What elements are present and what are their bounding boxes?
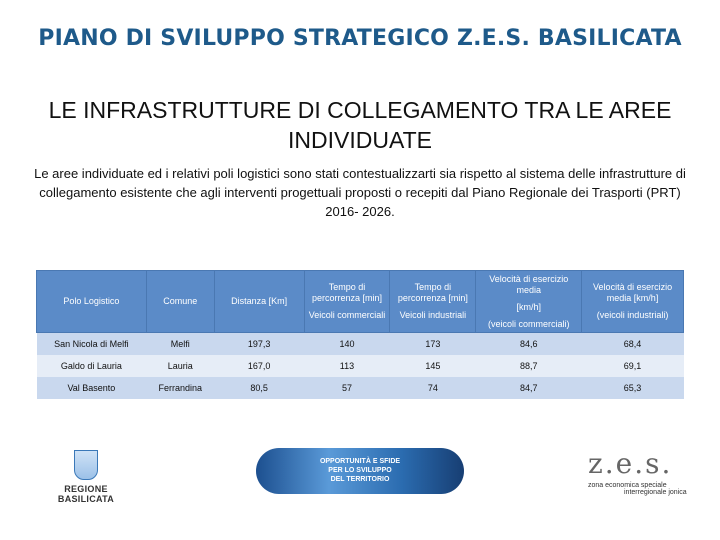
intro-paragraph: Le aree individuate ed i relativi poli logistici sono stati contestualizzarti sia rispetto al sistema delle infrastrutture di collegamento esistente che agli interventi progettuali proposti o recepiti dal Piano Regionale dei Trasporti (PRT) 2016- 2026. — [34, 166, 686, 219]
cell-tempo-industriali: 173 — [390, 333, 476, 356]
cell-tempo-commerciali: 140 — [304, 333, 390, 356]
zes-subtitle: zona economica speciale — [588, 482, 667, 489]
cell-tempo-commerciali: 57 — [304, 377, 390, 399]
cell-polo: Galdo di Lauria — [37, 355, 147, 377]
banner-text — [256, 457, 464, 484]
header-velocita-industriali — [582, 271, 684, 333]
slide-title: LE INFRASTRUTTURE DI COLLEGAMENTO TRA LE AREE INDIVIDUATE — [48, 97, 672, 153]
cell-polo: Val Basento — [37, 377, 147, 399]
header-distanza: Distanza [Km] — [214, 271, 304, 333]
cell-velocita-industriali: 69,1 — [582, 355, 684, 377]
cell-comune: Lauria — [146, 355, 214, 377]
header-velocita-industriali-label: Velocità di esercizio media [km/h] — [593, 282, 673, 303]
cell-velocita-commerciali: 84,6 — [476, 333, 582, 356]
header-tempo-industriali-sub: Veicoli industriali — [399, 310, 467, 320]
cell-tempo-industriali: 145 — [390, 355, 476, 377]
header-tempo-industriali — [390, 271, 476, 333]
cell-velocita-industriali: 68,4 — [582, 333, 684, 356]
header-velocita-industriali-sub: (veicoli industriali) — [596, 310, 669, 320]
header-velocita-commerciali-label: Velocità di esercizio media — [489, 273, 569, 295]
header-tempo-commerciali — [304, 271, 390, 333]
regione-basilicata-logo — [36, 450, 136, 504]
header-comune: Comune — [146, 271, 214, 333]
cell-distanza: 167,0 — [214, 355, 304, 377]
header-title: PIANO DI SVILUPPO STRATEGICO Z.E.S. BASILICATA — [38, 26, 682, 51]
footer-banner — [256, 448, 464, 494]
table-row — [37, 333, 684, 356]
zes-logo: z.e.s. — [588, 447, 673, 480]
banner-line: DEL TERRITORIO — [330, 476, 390, 483]
cell-comune: Melfi — [146, 333, 214, 356]
table-row — [37, 377, 684, 399]
cell-velocita-commerciali: 88,7 — [476, 355, 582, 377]
table-row — [37, 355, 684, 377]
cell-distanza: 197,3 — [214, 333, 304, 356]
header-velocita-commerciali-unit: [km/h] — [516, 301, 541, 312]
banner-line: OPPORTUNITÀ E SFIDE — [319, 458, 401, 465]
table-header-row — [37, 271, 684, 333]
region-emblem-icon — [74, 450, 98, 480]
header-tempo-commerciali-label: Tempo di percorrenza [min] — [311, 282, 382, 303]
cell-velocita-commerciali: 84,7 — [476, 377, 582, 399]
cell-velocita-industriali: 65,3 — [582, 377, 684, 399]
cell-tempo-industriali: 74 — [390, 377, 476, 399]
zes-subtitle-2: interregionale jonica — [624, 489, 687, 496]
cell-distanza: 80,5 — [214, 377, 304, 399]
cell-polo: San Nicola di Melfi — [37, 333, 147, 356]
header-velocita-commerciali — [476, 271, 582, 333]
connections-table — [36, 270, 684, 399]
region-label: REGIONE BASILICATA — [57, 484, 115, 504]
zes-logo-block — [588, 447, 698, 496]
header-tempo-industriali-label: Tempo di percorrenza [min] — [397, 282, 468, 303]
cell-comune: Ferrandina — [146, 377, 214, 399]
header-velocita-commerciali-sub: (veicoli commerciali) — [487, 318, 570, 329]
header-tempo-commerciali-sub: Veicoli commerciali — [308, 310, 386, 320]
cell-tempo-commerciali: 113 — [304, 355, 390, 377]
banner-line: PER LO SVILUPPO — [328, 467, 392, 474]
header-polo: Polo Logistico — [37, 271, 147, 333]
